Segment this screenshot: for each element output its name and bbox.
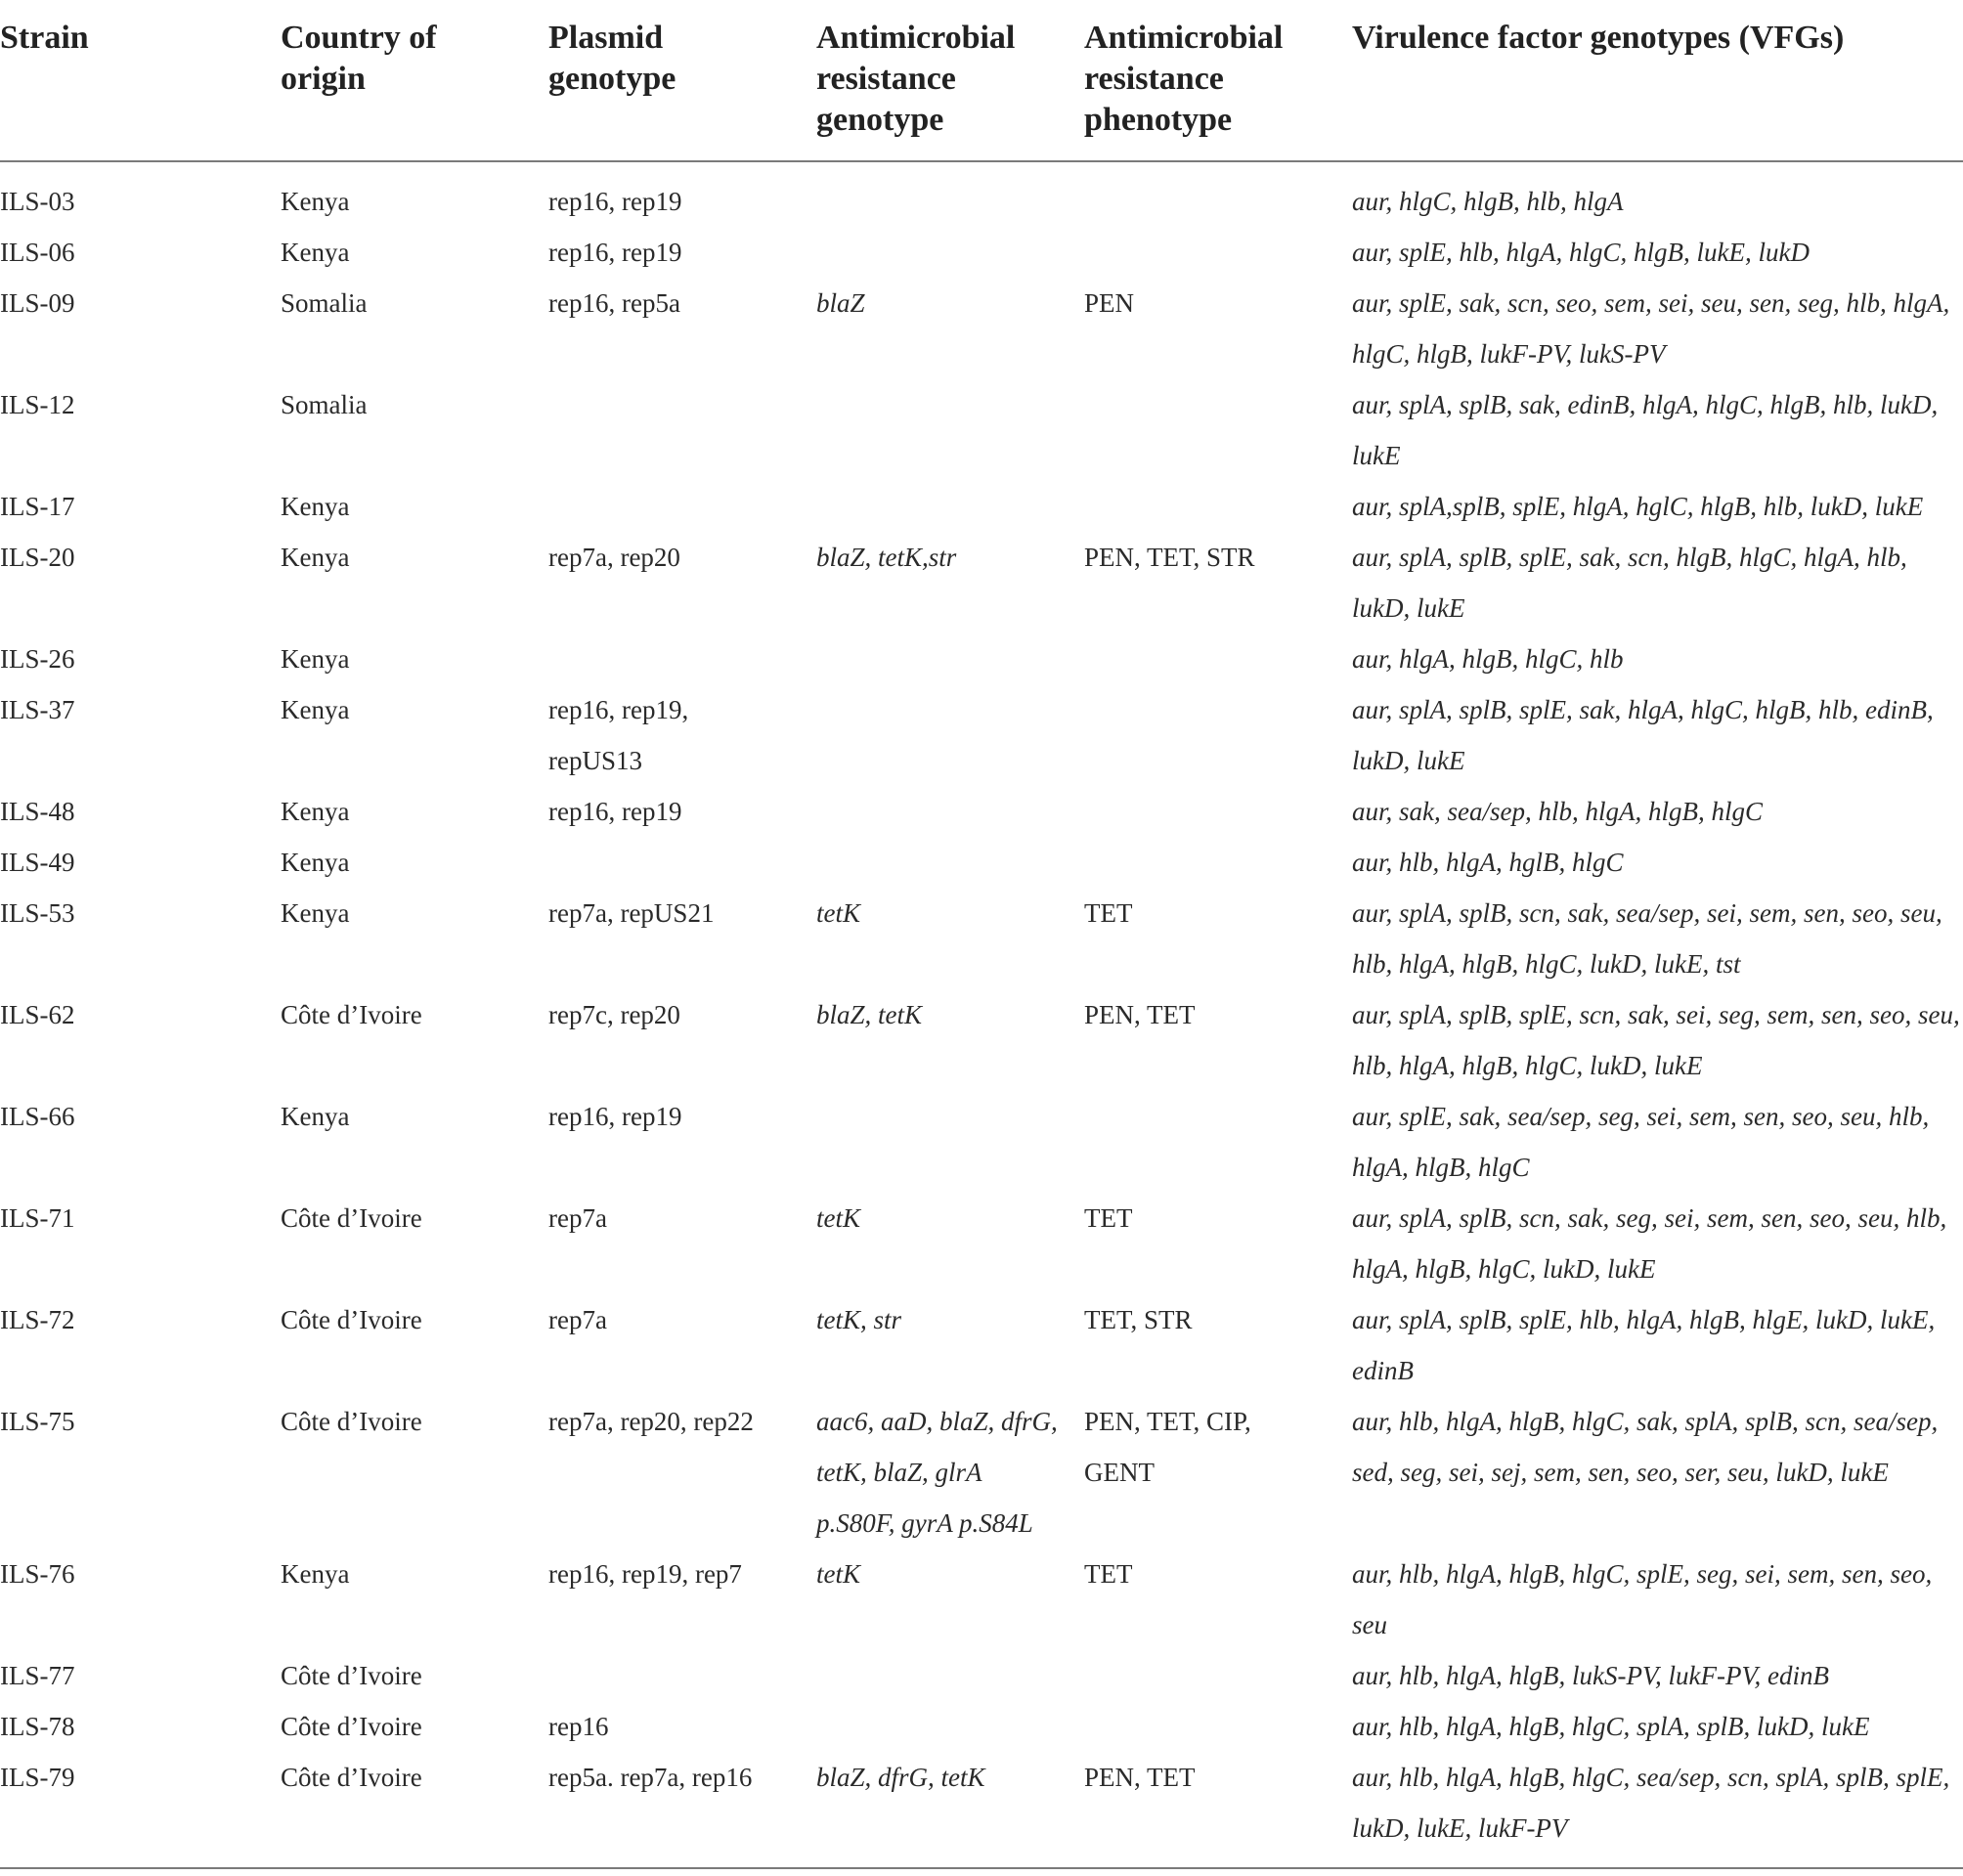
cell-vfg: aur, hlb, hlgA, hlgB, hlgC, splA, splB, lukD, lukE: [1352, 1712, 1870, 1741]
cell-plasmid: rep16, rep19: [548, 187, 682, 216]
cell-vfg: aur, hlb, hlgA, hglB, hlgC: [1352, 848, 1624, 877]
cell-amr-phenotype: PEN, TET: [1084, 1000, 1196, 1029]
cell-vfg: aur, hlb, hlgA, hlgB, hlgC, sak, splA, splB, scn, sea/sep, sed, seg, sei, sej, sem, sen, seo, ser, seu, lukD, lukE: [1352, 1407, 1939, 1487]
cell-amr-genotype: [816, 837, 1084, 888]
table-row: [0, 633, 1963, 684]
cell-plasmid: rep7a, rep20, rep22: [548, 1407, 754, 1436]
cell-country: Kenya: [281, 898, 350, 928]
cell-amr-phenotype: [1084, 1091, 1352, 1193]
cell-country: Côte d’Ivoire: [281, 1752, 548, 1868]
cell-amr-phenotype: [1084, 481, 1352, 532]
cell-amr-phenotype: [1084, 379, 1352, 481]
cell-amr-phenotype: PEN, TET, STR: [1084, 543, 1255, 572]
cell-strain: ILS-76: [0, 1559, 75, 1589]
table-header: [0, 0, 1963, 161]
cell-vfg: aur, splA, splB, splE, scn, sak, sei, seg, sem, sen, seo, seu, hlb, hlgA, hlgB, hlgC, lukD, lukE: [1352, 1000, 1960, 1080]
cell-strain: ILS-79: [0, 1752, 281, 1868]
cell-strain: ILS-03: [0, 187, 75, 216]
cell-plasmid: rep7a, rep20: [548, 543, 680, 572]
header-plasmid-label: Plasmid genotype: [548, 20, 676, 97]
cell-strain: ILS-77: [0, 1661, 75, 1690]
cell-strain: ILS-06: [0, 238, 75, 267]
cell-country: Côte d’Ivoire: [281, 1000, 422, 1029]
cell-amr-genotype: tetK: [816, 898, 860, 928]
table-row: [0, 1549, 1963, 1650]
cell-amr-genotype: [816, 1091, 1084, 1193]
cell-strain: ILS-62: [0, 1000, 75, 1029]
header-strain: Strain: [0, 0, 281, 161]
cell-amr-phenotype: TET: [1084, 1203, 1133, 1233]
cell-country: Kenya: [281, 187, 350, 216]
cell-amr-genotype: [816, 227, 1084, 278]
cell-country: Kenya: [281, 1559, 350, 1589]
cell-plasmid: rep16: [548, 1712, 609, 1741]
cell-vfg: aur, splA,splB, splE, hlgA, hglC, hlgB, hlb, lukD, lukE: [1352, 492, 1924, 521]
cell-plasmid: rep7a, repUS21: [548, 898, 715, 928]
cell-strain: ILS-53: [0, 898, 75, 928]
cell-strain: ILS-26: [0, 644, 75, 674]
cell-amr-phenotype: PEN: [1084, 288, 1135, 318]
cell-vfg: aur, splE, sak, scn, seo, sem, sei, seu, sen, seg, hlb, hlgA, hlgC, hlgB, lukF-PV, lukS-PV: [1352, 288, 1950, 369]
cell-plasmid: [548, 1650, 816, 1701]
table-row: [0, 1752, 1963, 1868]
table-row: [0, 786, 1963, 837]
cell-amr-phenotype: [1084, 1650, 1352, 1701]
cell-plasmid: rep16, rep19: [548, 797, 682, 826]
table-body: [0, 161, 1963, 1868]
table-row: [0, 161, 1963, 227]
cell-amr-phenotype: [1084, 161, 1352, 227]
cell-amr-genotype: aac6, aaD, blaZ, dfrG, tetK, blaZ, glrA p.S80F, gyrA p.S84L: [816, 1407, 1058, 1538]
cell-amr-genotype: blaZ, tetK,str: [816, 543, 957, 572]
cell-plasmid: rep16, rep19, repUS13: [548, 695, 689, 775]
header-amr-genotype: [816, 0, 1084, 161]
cell-amr-phenotype: [1084, 633, 1352, 684]
cell-strain: ILS-17: [0, 492, 75, 521]
table-row: [0, 481, 1963, 532]
table-row: [0, 684, 1963, 786]
cell-country: Côte d’Ivoire: [281, 1305, 422, 1334]
cell-vfg: aur, hlb, hlgA, hlgB, lukS-PV, lukF-PV, edinB: [1352, 1661, 1829, 1690]
cell-strain: ILS-12: [0, 390, 75, 419]
header-vfg: Virulence factor genotypes (VFGs): [1352, 0, 1963, 161]
cell-country: Kenya: [281, 797, 350, 826]
cell-amr-genotype: [816, 481, 1084, 532]
cell-strain: ILS-71: [0, 1203, 75, 1233]
table-row: [0, 227, 1963, 278]
cell-vfg: aur, splA, splB, scn, sak, sea/sep, sei, sem, sen, seo, seu, hlb, hlgA, hlgB, hlgC, lukD, lukE, tst: [1352, 898, 1942, 979]
table-row: [0, 1193, 1963, 1294]
cell-vfg: aur, splA, splB, splE, sak, hlgA, hlgC, hlgB, hlb, edinB, lukD, lukE: [1352, 695, 1934, 775]
cell-amr-phenotype: [1084, 684, 1352, 786]
cell-vfg: aur, sak, sea/sep, hlb, hlgA, hlgB, hlgC: [1352, 797, 1763, 826]
cell-amr-phenotype: PEN, TET, CIP, GENT: [1084, 1407, 1251, 1487]
header-amr-phenotype: [1084, 0, 1352, 161]
cell-amr-genotype: [816, 379, 1084, 481]
cell-amr-genotype: [816, 786, 1084, 837]
cell-plasmid: rep16, rep19: [548, 238, 682, 267]
cell-amr-genotype: [816, 684, 1084, 786]
cell-strain: ILS-37: [0, 695, 75, 724]
cell-strain: ILS-75: [0, 1407, 75, 1436]
cell-amr-phenotype: PEN, TET: [1084, 1752, 1352, 1868]
cell-plasmid: [548, 481, 816, 532]
cell-amr-genotype: [816, 161, 1084, 227]
cell-plasmid: rep5a. rep7a, rep16: [548, 1752, 816, 1868]
table-row: [0, 278, 1963, 379]
table-row: [0, 1294, 1963, 1396]
table-row: [0, 888, 1963, 989]
table-row: [0, 1650, 1963, 1701]
header-country: [281, 0, 548, 161]
cell-country: Kenya: [281, 543, 350, 572]
cell-vfg: aur, splE, hlb, hlgA, hlgC, hlgB, lukE, lukD: [1352, 238, 1810, 267]
cell-amr-phenotype: [1084, 837, 1352, 888]
cell-plasmid: rep16, rep19, rep7: [548, 1559, 742, 1589]
table-row: [0, 379, 1963, 481]
header-country-label: Country of origin: [281, 20, 437, 97]
table-row: [0, 989, 1963, 1091]
cell-amr-genotype: blaZ, dfrG, tetK: [816, 1752, 1084, 1868]
cell-plasmid: [548, 837, 816, 888]
cell-country: Kenya: [281, 238, 350, 267]
cell-vfg: aur, hlgC, hlgB, hlb, hlgA: [1352, 187, 1624, 216]
cell-strain: ILS-20: [0, 543, 75, 572]
header-amr-phenotype-label: Antimicrobial resistance phenotype: [1084, 20, 1284, 138]
cell-country: Kenya: [281, 848, 350, 877]
cell-amr-phenotype: TET: [1084, 1559, 1133, 1589]
cell-vfg: aur, splE, sak, sea/sep, seg, sei, sem, sen, seo, seu, hlb, hlgA, hlgB, hlgC: [1352, 1102, 1930, 1182]
cell-country: Côte d’Ivoire: [281, 1712, 422, 1741]
cell-vfg: aur, splA, splB, splE, hlb, hlgA, hlgB, hlgE, lukD, lukE, edinB: [1352, 1305, 1936, 1385]
cell-vfg: aur, splA, splB, sak, edinB, hlgA, hlgC, hlgB, hlb, lukD, lukE: [1352, 390, 1939, 470]
cell-amr-genotype: tetK, str: [816, 1305, 902, 1334]
cell-plasmid: rep16, rep19: [548, 1102, 682, 1131]
cell-vfg: aur, splA, splB, scn, sak, seg, sei, sem, sen, seo, seu, hlb, hlgA, hlgB, hlgC, lukD, lukE: [1352, 1203, 1947, 1284]
cell-amr-genotype: [816, 1650, 1084, 1701]
cell-amr-phenotype: TET, STR: [1084, 1305, 1193, 1334]
header-amr-genotype-label: Antimicrobial resistance genotype: [816, 20, 1016, 138]
header-row: [0, 0, 1963, 161]
cell-country: Kenya: [281, 1102, 350, 1131]
cell-amr-genotype: tetK: [816, 1203, 860, 1233]
cell-amr-phenotype: TET: [1084, 898, 1133, 928]
cell-plasmid: rep16, rep5a: [548, 288, 680, 318]
cell-vfg: aur, hlb, hlgA, hlgB, hlgC, sea/sep, scn, splA, splB, splE, lukD, lukE, lukF-PV: [1352, 1752, 1963, 1868]
cell-country: Kenya: [281, 492, 350, 521]
cell-strain: ILS-09: [0, 288, 75, 318]
table-row: [0, 1396, 1963, 1549]
cell-country: Somalia: [281, 390, 368, 419]
cell-plasmid: rep7a: [548, 1203, 607, 1233]
cell-country: Kenya: [281, 644, 350, 674]
cell-amr-phenotype: [1084, 786, 1352, 837]
cell-country: Côte d’Ivoire: [281, 1407, 422, 1436]
cell-plasmid: [548, 379, 816, 481]
cell-vfg: aur, hlb, hlgA, hlgB, hlgC, splE, seg, sei, sem, sen, seo, seu: [1352, 1559, 1933, 1639]
cell-plasmid: [548, 633, 816, 684]
cell-country: Côte d’Ivoire: [281, 1203, 422, 1233]
cell-amr-phenotype: [1084, 1701, 1352, 1752]
cell-strain: ILS-49: [0, 848, 75, 877]
cell-amr-genotype: [816, 633, 1084, 684]
cell-country: Kenya: [281, 695, 350, 724]
cell-strain: ILS-48: [0, 797, 75, 826]
cell-strain: ILS-66: [0, 1102, 75, 1131]
cell-strain: ILS-72: [0, 1305, 75, 1334]
header-plasmid: [548, 0, 816, 161]
cell-amr-phenotype: [1084, 227, 1352, 278]
cell-country: Côte d’Ivoire: [281, 1661, 422, 1690]
cell-amr-genotype: blaZ: [816, 288, 865, 318]
cell-strain: ILS-78: [0, 1712, 75, 1741]
cell-amr-genotype: [816, 1701, 1084, 1752]
cell-country: Somalia: [281, 288, 368, 318]
cell-vfg: aur, hlgA, hlgB, hlgC, hlb: [1352, 644, 1624, 674]
cell-plasmid: rep7c, rep20: [548, 1000, 680, 1029]
cell-vfg: aur, splA, splB, splE, sak, scn, hlgB, hlgC, hlgA, hlb, lukD, lukE: [1352, 543, 1907, 623]
table-row: [0, 837, 1963, 888]
table-row: [0, 1701, 1963, 1752]
table-row: [0, 1091, 1963, 1193]
cell-amr-genotype: blaZ, tetK: [816, 1000, 923, 1029]
cell-amr-genotype: tetK: [816, 1559, 860, 1589]
table-row: [0, 532, 1963, 633]
cell-plasmid: rep7a: [548, 1305, 607, 1334]
